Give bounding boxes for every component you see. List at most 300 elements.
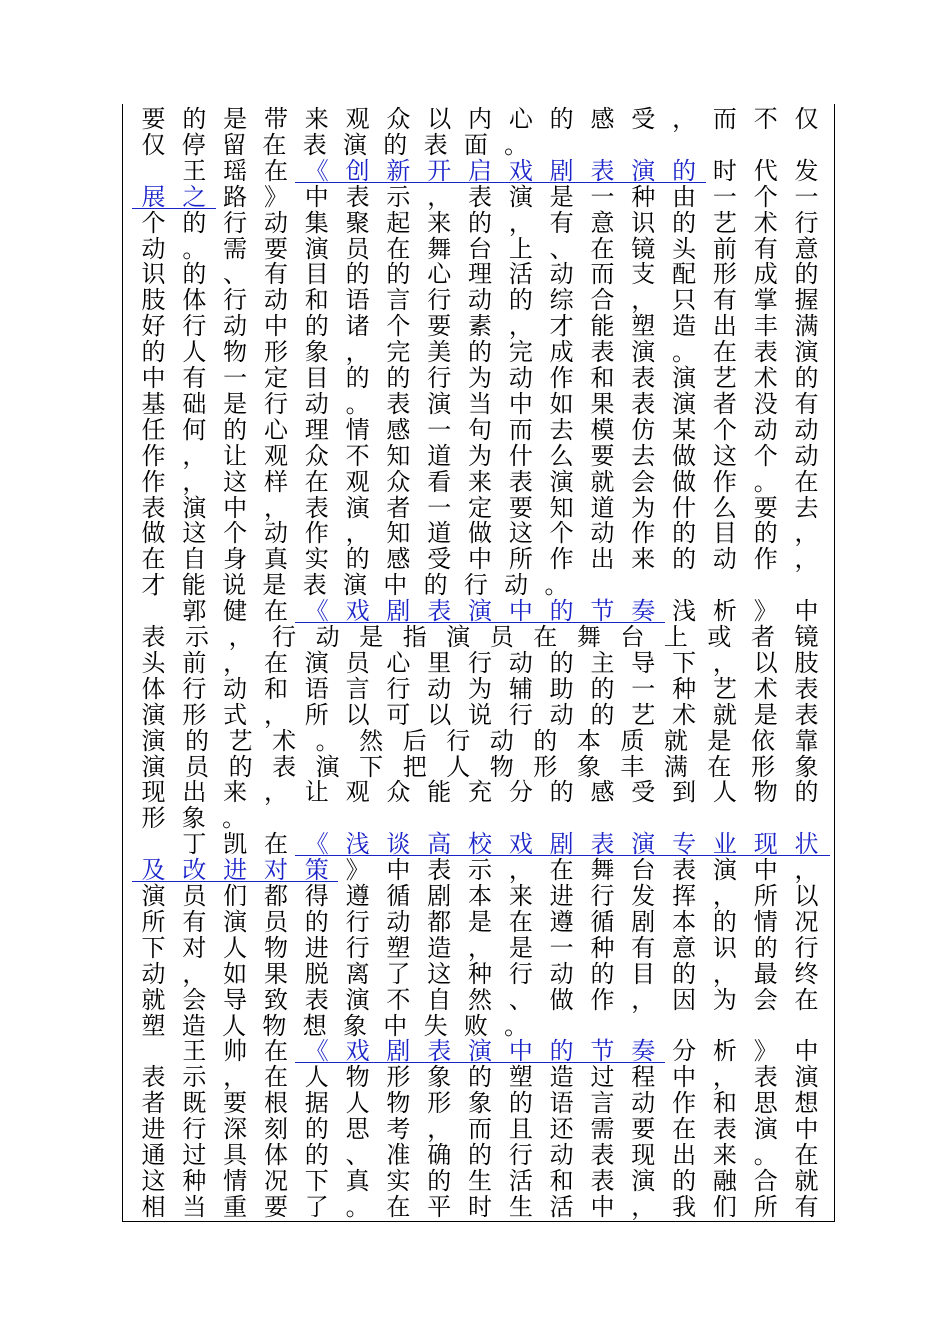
text-char: ， bbox=[345, 338, 370, 367]
text-char: 动 bbox=[427, 674, 452, 703]
text-char: 表 bbox=[423, 130, 448, 159]
reference-link-char[interactable]: 《 bbox=[304, 156, 329, 185]
text-char: 象 bbox=[576, 752, 601, 781]
text-char: 出 bbox=[182, 778, 207, 807]
text-char: 的 bbox=[468, 338, 492, 367]
text-char: 准 bbox=[386, 1141, 411, 1169]
text-char: 不 bbox=[386, 985, 411, 1014]
reference-link-char[interactable]: 表 bbox=[427, 597, 452, 626]
reference-link-char[interactable]: 对 bbox=[263, 856, 288, 885]
text-char: 演 bbox=[345, 985, 370, 1014]
reference-link-char[interactable]: 节 bbox=[590, 597, 615, 626]
text-char: 种 bbox=[631, 182, 656, 211]
text-char: 握 bbox=[794, 286, 819, 315]
reference-link-char[interactable]: 之 bbox=[182, 182, 207, 211]
text-char: 表 bbox=[590, 338, 615, 367]
text-char: 实 bbox=[386, 1166, 411, 1195]
text-char: 靠 bbox=[794, 726, 819, 755]
text-char: 术 bbox=[272, 726, 297, 755]
text-char: 下 bbox=[304, 1166, 329, 1195]
reference-link-char[interactable]: 及 bbox=[141, 856, 166, 885]
text-char: 前 bbox=[712, 234, 737, 263]
text-char: 就 bbox=[590, 467, 615, 496]
reference-link-char[interactable]: 表 bbox=[590, 156, 615, 185]
text-char: 受 bbox=[427, 545, 452, 574]
text-char: 表 bbox=[794, 700, 819, 729]
text-char: 进 bbox=[304, 933, 329, 962]
text-char: 中 bbox=[383, 1011, 408, 1040]
text-char: 下 bbox=[359, 752, 384, 781]
reference-link-char[interactable]: 浅 bbox=[345, 830, 370, 859]
text-char: 的 bbox=[753, 933, 778, 962]
text-char: 行 bbox=[182, 674, 207, 703]
text-char: 动 bbox=[504, 571, 529, 600]
text-char: 的 bbox=[185, 726, 210, 755]
text-char: 所 bbox=[753, 1192, 778, 1221]
text-char: 识 bbox=[631, 208, 656, 237]
text-char: 们 bbox=[712, 1192, 737, 1221]
text-char: 》 bbox=[263, 182, 288, 211]
text-line bbox=[140, 520, 820, 546]
text-char: 动 bbox=[508, 648, 533, 677]
text-char: 行 bbox=[345, 933, 370, 962]
text-char: 动 bbox=[712, 545, 737, 574]
text-char: 丁 bbox=[182, 830, 207, 859]
reference-link-char[interactable]: 戏 bbox=[345, 597, 370, 626]
text-char: 形 bbox=[750, 752, 775, 781]
text-char: 术 bbox=[672, 700, 697, 729]
text-char: 感 bbox=[386, 545, 411, 574]
text-char: 深 bbox=[223, 1115, 248, 1144]
text-char: ， bbox=[508, 856, 533, 885]
text-char: 演 bbox=[631, 1166, 656, 1195]
text-char: 物 bbox=[345, 1063, 370, 1092]
reference-link-char[interactable]: 中 bbox=[508, 597, 533, 626]
reference-link-char[interactable]: 演 bbox=[631, 156, 656, 185]
text-char: 在 bbox=[707, 752, 732, 781]
text-char: 就 bbox=[712, 700, 737, 729]
text-char: 行 bbox=[463, 571, 488, 600]
text-line bbox=[140, 469, 820, 495]
text-char: 有 bbox=[263, 260, 288, 289]
text-char: 还 bbox=[549, 1115, 574, 1144]
text-line bbox=[140, 883, 820, 909]
text-char: 动 bbox=[223, 674, 248, 703]
text-char: 行 bbox=[794, 208, 819, 237]
text-char: 为 bbox=[468, 441, 492, 470]
text-char: 瑶 bbox=[223, 156, 248, 185]
text-char: 把 bbox=[402, 752, 427, 781]
text-char: 是 bbox=[359, 623, 384, 651]
text-char: 所 bbox=[753, 882, 778, 910]
text-char: 需 bbox=[590, 1115, 615, 1144]
text-char: 由 bbox=[672, 182, 697, 211]
reference-link-char[interactable]: 表 bbox=[427, 1037, 452, 1066]
reference-link-char[interactable]: 改 bbox=[182, 856, 207, 885]
reference-link-char[interactable]: 展 bbox=[141, 182, 166, 211]
text-char: 来 bbox=[223, 778, 248, 807]
text-char: 者 bbox=[141, 1089, 166, 1118]
text-char: 做 bbox=[672, 441, 697, 470]
text-char: 一 bbox=[590, 182, 615, 211]
reference-link-char[interactable]: 策 bbox=[304, 856, 329, 885]
text-char: 前 bbox=[182, 648, 207, 677]
text-char: 过 bbox=[182, 1141, 207, 1169]
text-char: 的 bbox=[468, 1063, 492, 1092]
text-line bbox=[140, 495, 820, 521]
reference-link-char[interactable]: 状 bbox=[794, 830, 819, 859]
text-char: 这 bbox=[141, 1166, 166, 1195]
text-char: 》 bbox=[345, 856, 370, 885]
text-char: 这 bbox=[427, 959, 452, 988]
text-char: 我 bbox=[672, 1192, 697, 1221]
text-char: 作 bbox=[590, 985, 615, 1014]
text-char: 中 bbox=[383, 571, 408, 600]
reference-link-char[interactable]: 戏 bbox=[508, 156, 533, 185]
text-char: 健 bbox=[223, 597, 248, 626]
text-char: 去 bbox=[631, 441, 656, 470]
text-char: 种 bbox=[182, 1166, 207, 1195]
text-char: ， bbox=[631, 286, 656, 315]
text-line bbox=[140, 676, 820, 702]
text-char: 象 bbox=[794, 752, 819, 781]
reference-link-char[interactable]: 戏 bbox=[508, 830, 533, 859]
text-char: 会 bbox=[631, 467, 656, 496]
text-char: 的 bbox=[794, 778, 819, 807]
text-char: 演 bbox=[631, 338, 656, 367]
text-char: 中 bbox=[304, 182, 329, 211]
text-char: 动 bbox=[386, 907, 411, 936]
text-char: 形 bbox=[182, 700, 207, 729]
text-char: 演 bbox=[672, 364, 697, 392]
reference-link-char[interactable]: 高 bbox=[427, 830, 452, 859]
reference-link-char[interactable]: 奏 bbox=[631, 597, 656, 626]
text-char: 识 bbox=[712, 933, 737, 962]
text-char: 种 bbox=[468, 959, 492, 988]
text-char: 某 bbox=[672, 415, 697, 444]
text-char: 真 bbox=[345, 1166, 370, 1195]
reference-link-char[interactable]: 新 bbox=[386, 156, 411, 185]
text-char: 目 bbox=[304, 364, 329, 392]
text-char: 象 bbox=[342, 1011, 367, 1040]
text-line bbox=[140, 313, 820, 339]
text-char: 内 bbox=[468, 105, 492, 133]
text-char: 让 bbox=[304, 778, 329, 807]
text-char: 在 bbox=[672, 1115, 697, 1144]
text-char: 人 bbox=[712, 778, 737, 807]
text-char: 主 bbox=[590, 648, 615, 677]
text-char: 演 bbox=[446, 623, 471, 651]
text-char: ， bbox=[508, 208, 533, 237]
text-char: 的 bbox=[304, 312, 329, 341]
text-char: 演 bbox=[753, 1115, 778, 1144]
reference-link-char[interactable]: 演 bbox=[468, 1037, 492, 1066]
text-char: 体 bbox=[182, 286, 207, 315]
text-char: 配 bbox=[672, 260, 697, 289]
text-char: 凯 bbox=[223, 830, 248, 859]
text-char: 和 bbox=[263, 674, 288, 703]
text-char: ， bbox=[712, 882, 737, 910]
text-char: 在 bbox=[549, 856, 574, 885]
text-char: 没 bbox=[753, 389, 778, 418]
text-char: 需 bbox=[223, 234, 248, 263]
text-char: 台 bbox=[620, 623, 645, 651]
text-char: 所 bbox=[304, 700, 329, 729]
text-char bbox=[140, 598, 167, 624]
text-char: 相 bbox=[141, 1192, 166, 1221]
text-line bbox=[140, 417, 820, 443]
reference-link-char[interactable]: 的 bbox=[549, 597, 574, 626]
text-char: 的 bbox=[141, 338, 166, 367]
text-char: 个 bbox=[223, 519, 248, 548]
text-char: ， bbox=[182, 467, 207, 496]
text-char: ， bbox=[794, 856, 819, 885]
text-char bbox=[140, 158, 167, 184]
reference-link-underline[interactable] bbox=[295, 1062, 665, 1063]
text-char: 个 bbox=[141, 208, 166, 237]
text-char: 人 bbox=[223, 933, 248, 962]
text-line bbox=[140, 909, 820, 935]
text-char: 刻 bbox=[263, 1115, 288, 1144]
text-char: 会 bbox=[182, 985, 207, 1014]
text-char: 。 bbox=[544, 571, 569, 600]
reference-link-char[interactable]: 校 bbox=[468, 830, 492, 859]
text-char: 肢 bbox=[141, 286, 166, 315]
text-char: 做 bbox=[468, 519, 492, 548]
text-char: 物 bbox=[263, 933, 288, 962]
reference-link-char[interactable]: 奏 bbox=[631, 1037, 656, 1066]
text-char: 心 bbox=[263, 415, 288, 444]
text-char: 作 bbox=[141, 467, 166, 496]
text-char: 作 bbox=[549, 364, 574, 392]
text-char: 种 bbox=[672, 674, 697, 703]
text-char: 遵 bbox=[549, 907, 574, 936]
text-char: 因 bbox=[672, 985, 697, 1014]
reference-link-char[interactable]: 现 bbox=[753, 830, 778, 859]
text-char: 满 bbox=[663, 752, 688, 781]
text-char: 的 bbox=[386, 260, 411, 289]
text-char: 据 bbox=[304, 1089, 329, 1118]
text-char: 分 bbox=[508, 778, 533, 807]
text-char: 一 bbox=[427, 493, 452, 522]
text-char: 想 bbox=[794, 1089, 819, 1118]
text-char: 重 bbox=[223, 1192, 248, 1221]
reference-link-underline[interactable] bbox=[295, 182, 705, 183]
reference-link-underline[interactable] bbox=[295, 622, 665, 623]
text-char: 众 bbox=[386, 105, 411, 133]
text-char: 是 bbox=[753, 700, 778, 729]
reference-link-underline[interactable] bbox=[295, 855, 830, 856]
text-line bbox=[140, 572, 820, 598]
text-char: 丰 bbox=[753, 312, 778, 341]
text-char: 遵 bbox=[345, 882, 370, 910]
text-line bbox=[140, 1116, 820, 1142]
reference-link-underline[interactable] bbox=[132, 208, 216, 209]
text-char: 行 bbox=[272, 623, 297, 651]
text-char: 完 bbox=[386, 338, 411, 367]
text-char: 如 bbox=[223, 959, 248, 988]
text-char: 以 bbox=[345, 700, 370, 729]
text-line bbox=[140, 805, 820, 831]
reference-link-char[interactable]: 业 bbox=[712, 830, 737, 859]
text-char: 演 bbox=[141, 726, 166, 755]
text-char: 表 bbox=[712, 1115, 737, 1144]
text-char: 中 bbox=[223, 493, 248, 522]
text-line bbox=[140, 184, 820, 210]
text-char: 而 bbox=[468, 1115, 492, 1144]
text-char: 句 bbox=[468, 415, 492, 444]
reference-link-char[interactable]: 表 bbox=[590, 830, 615, 859]
text-char: ， bbox=[263, 778, 288, 807]
text-char: 终 bbox=[794, 959, 819, 988]
text-char: 过 bbox=[590, 1063, 615, 1092]
text-char: 的 bbox=[712, 907, 737, 936]
text-char: 表 bbox=[794, 674, 819, 703]
text-char: 当 bbox=[182, 1192, 207, 1221]
text-char: 下 bbox=[141, 933, 166, 962]
reference-link-char[interactable]: 《 bbox=[304, 597, 329, 626]
text-char: 程 bbox=[631, 1063, 656, 1092]
text-char: 道 bbox=[427, 519, 452, 548]
text-char: 动 bbox=[263, 208, 288, 237]
text-char: 物 bbox=[386, 1089, 411, 1118]
text-char: 一 bbox=[631, 674, 656, 703]
text-char: 体 bbox=[141, 674, 166, 703]
text-char: 停 bbox=[181, 130, 206, 159]
text-char: 果 bbox=[263, 959, 288, 988]
text-char: 下 bbox=[672, 648, 697, 677]
text-char: 动 bbox=[508, 364, 533, 392]
reference-link-char[interactable]: 戏 bbox=[345, 1037, 370, 1066]
reference-link-char[interactable]: 专 bbox=[672, 830, 697, 859]
reference-link-char[interactable]: 谈 bbox=[386, 830, 411, 859]
text-char: 作 bbox=[753, 545, 778, 574]
reference-link-char[interactable]: 剧 bbox=[549, 156, 574, 185]
text-char: 目 bbox=[304, 260, 329, 289]
text-char: ， bbox=[794, 545, 819, 574]
text-char: 什 bbox=[508, 441, 533, 470]
reference-link-char[interactable]: 创 bbox=[345, 156, 370, 185]
text-char: 在 bbox=[263, 597, 288, 626]
reference-link-char[interactable]: 剧 bbox=[549, 830, 574, 859]
text-char: 的 bbox=[590, 674, 615, 703]
reference-link-char[interactable]: 中 bbox=[508, 1037, 533, 1066]
text-char: ， bbox=[712, 959, 737, 988]
reference-link-char[interactable]: 开 bbox=[427, 156, 452, 185]
text-char: 。 bbox=[315, 726, 340, 755]
text-char: 有 bbox=[753, 234, 778, 263]
reference-link-char[interactable]: 演 bbox=[468, 597, 492, 626]
text-char: 人 bbox=[222, 1011, 247, 1040]
text-char: 行 bbox=[386, 674, 411, 703]
reference-link-char[interactable]: 启 bbox=[468, 156, 492, 185]
text-char: 的 bbox=[345, 260, 370, 289]
text-char: 上 bbox=[508, 234, 533, 263]
text-char: ， bbox=[223, 648, 248, 677]
text-char: 的 bbox=[423, 571, 448, 600]
text-char: 的 bbox=[549, 778, 574, 807]
reference-link-underline[interactable] bbox=[132, 881, 338, 882]
text-char: 有 bbox=[549, 208, 574, 237]
reference-link-char[interactable]: 《 bbox=[304, 1037, 329, 1066]
text-char: 造 bbox=[549, 1063, 574, 1092]
reference-link-char[interactable]: 《 bbox=[304, 830, 329, 859]
text-char: 通 bbox=[141, 1141, 166, 1169]
text-char: 物 bbox=[262, 1011, 287, 1040]
text-line bbox=[140, 1013, 820, 1039]
text-char: 动 bbox=[489, 726, 514, 755]
reference-link-char[interactable]: 剧 bbox=[386, 1037, 411, 1066]
text-char: 员 bbox=[185, 752, 210, 781]
reference-link-char[interactable]: 演 bbox=[631, 830, 656, 859]
reference-link-char[interactable]: 剧 bbox=[386, 597, 411, 626]
text-char: 进 bbox=[549, 882, 574, 910]
text-char: 要 bbox=[141, 105, 166, 133]
text-char: 基 bbox=[141, 389, 166, 418]
reference-link-char[interactable]: 节 bbox=[590, 1037, 615, 1066]
text-char: 艺 bbox=[712, 674, 737, 703]
text-char: 、 bbox=[549, 234, 574, 263]
text-char: 术 bbox=[753, 674, 778, 703]
text-char: 表 bbox=[631, 389, 656, 418]
text-char: 循 bbox=[386, 882, 411, 910]
text-char: 这 bbox=[508, 519, 533, 548]
text-char: 才 bbox=[141, 571, 166, 600]
text-char: 。 bbox=[672, 338, 697, 367]
text-char: 是 bbox=[262, 571, 287, 600]
text-char: 有 bbox=[712, 286, 737, 315]
text-char: 要 bbox=[590, 441, 615, 470]
text-char: 形 bbox=[712, 260, 737, 289]
text-char: 演 bbox=[427, 389, 452, 418]
text-char: 镜 bbox=[794, 623, 819, 651]
text-char: 演 bbox=[315, 752, 340, 781]
text-char: 果 bbox=[590, 389, 615, 418]
text-char: 自 bbox=[182, 545, 207, 574]
text-char: 在 bbox=[508, 907, 533, 936]
text-char: 一 bbox=[223, 364, 248, 392]
text-char: 作 bbox=[304, 519, 329, 548]
text-char: 仅 bbox=[794, 105, 819, 133]
text-char: 众 bbox=[386, 778, 411, 807]
text-char: 支 bbox=[631, 260, 656, 289]
text-char: 在 bbox=[263, 1063, 288, 1092]
text-char: 而 bbox=[508, 415, 533, 444]
text-char: 动 bbox=[590, 519, 615, 548]
text-char: 依 bbox=[750, 726, 775, 755]
text-char: 思 bbox=[345, 1115, 370, 1144]
text-char: 作 bbox=[549, 545, 574, 574]
text-char: 做 bbox=[672, 467, 697, 496]
text-char: 动 bbox=[304, 389, 329, 418]
reference-link-char[interactable]: 的 bbox=[549, 1037, 574, 1066]
text-char: 作 bbox=[712, 467, 737, 496]
text-line bbox=[140, 987, 820, 1013]
text-char: 艺 bbox=[228, 726, 253, 755]
text-char: 艺 bbox=[712, 364, 737, 392]
text-char: 一 bbox=[427, 415, 452, 444]
text-char: 生 bbox=[508, 1192, 533, 1221]
reference-link-char[interactable]: 进 bbox=[223, 856, 248, 885]
text-char: 的 bbox=[182, 105, 207, 133]
reference-link-char[interactable]: 的 bbox=[672, 156, 697, 185]
text-char: 面 bbox=[463, 130, 488, 159]
text-char bbox=[140, 1038, 167, 1064]
text-char: 要 bbox=[263, 234, 288, 263]
text-char: 代 bbox=[753, 156, 778, 185]
text-char: 为 bbox=[631, 493, 656, 522]
text-char: 表 bbox=[141, 493, 166, 522]
